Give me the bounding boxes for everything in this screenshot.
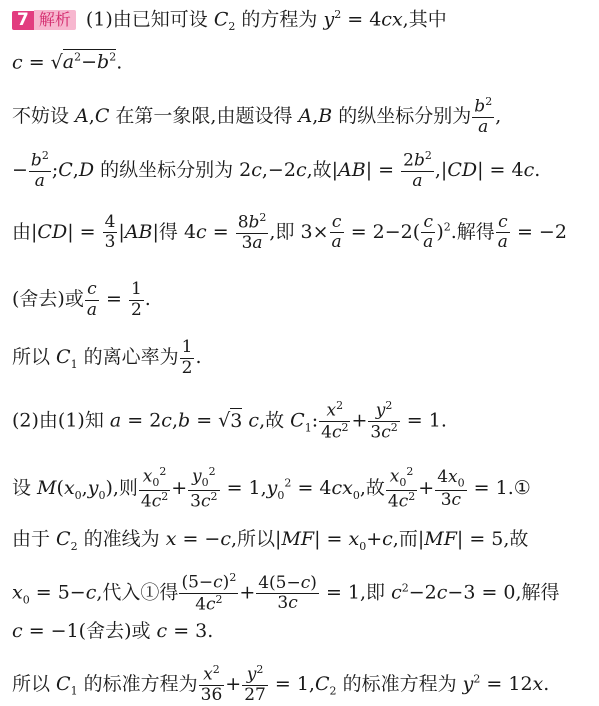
- line-4: − $\frac{b^2}{a}$ ;C,D 的纵坐标分别为 2c,−2c,故|AB| = $\frac{2b^2}{a}$ ,|CD| = 4c.: [12, 149, 541, 192]
- line-8: (2)由(1)知 a = 2c,b = √3 c,故 $C_1$: $\frac{x^2}{4c^2}$ + $\frac{y^2}{3c^2}$ = 1.: [12, 399, 447, 443]
- line-3: 不妨设 A,C 在第一象限,由题设得 A,B 的纵坐标分别为 $\frac{b^2}{a}$ ,: [12, 95, 502, 138]
- line-1: 7 解析 (1)由已知可设 $C_2$ 的方程为 $y^2 = 4cx$,其中: [12, 9, 591, 32]
- line-11: $x_0 = 5-c$,代入①得 $\frac{(5-c)^2}{4c^2}$ + $\frac{4(5-c)}{3c}$ = 1,即 $c^2-2c-3 = 0$,解得: [12, 571, 560, 615]
- line-10: 由于 $C_2$ 的准线为 x = −c,所以$|MF| = x_0+c$,而|MF| = 5,故: [12, 528, 529, 553]
- line-6: (舍去)或 $\frac{c}{a}$ = $\frac{1}{2}$ .: [12, 279, 151, 320]
- badge-label: 解析: [34, 10, 76, 30]
- line-7: 所以 $C_1$ 的离心率为 $\frac{1}{2}$ .: [12, 337, 202, 378]
- line-5: 由|CD| = $\frac{4}{3}$ |AB|得 4c = $\frac{8b^2}{3a}$ ,即 3× $\frac{c}{a}$ = 2−2( $\frac{c}{a}$ )$^2$.解得 $\frac{c}{a}$ = −2: [12, 211, 567, 254]
- badge-number: 7: [12, 11, 34, 30]
- answer-badge: [12, 9, 76, 31]
- line-12: c = −1(舍去)或 c = 3.: [12, 620, 214, 642]
- line-13: 所以 $C_1$ 的标准方程为 $\frac{x^2}{36}$ + $\frac{y^2}{27}$ = $1,C_2$ 的标准方程为 $y^2 = 12x$.: [12, 663, 550, 706]
- line-2: $c = √a^2-b^2$.: [12, 51, 123, 74]
- line-9: 设 $M(x_0,y_0)$,则 $\frac{x_0^2}{4c^2}$ + $\frac{y_0^2}{3c^2}$ = $1,y_0^2 = 4cx_0$,故 $\frac{x_0^2}{4c^2}$ + $\frac{4x_0}{3c}$ = 1.①: [12, 465, 531, 512]
